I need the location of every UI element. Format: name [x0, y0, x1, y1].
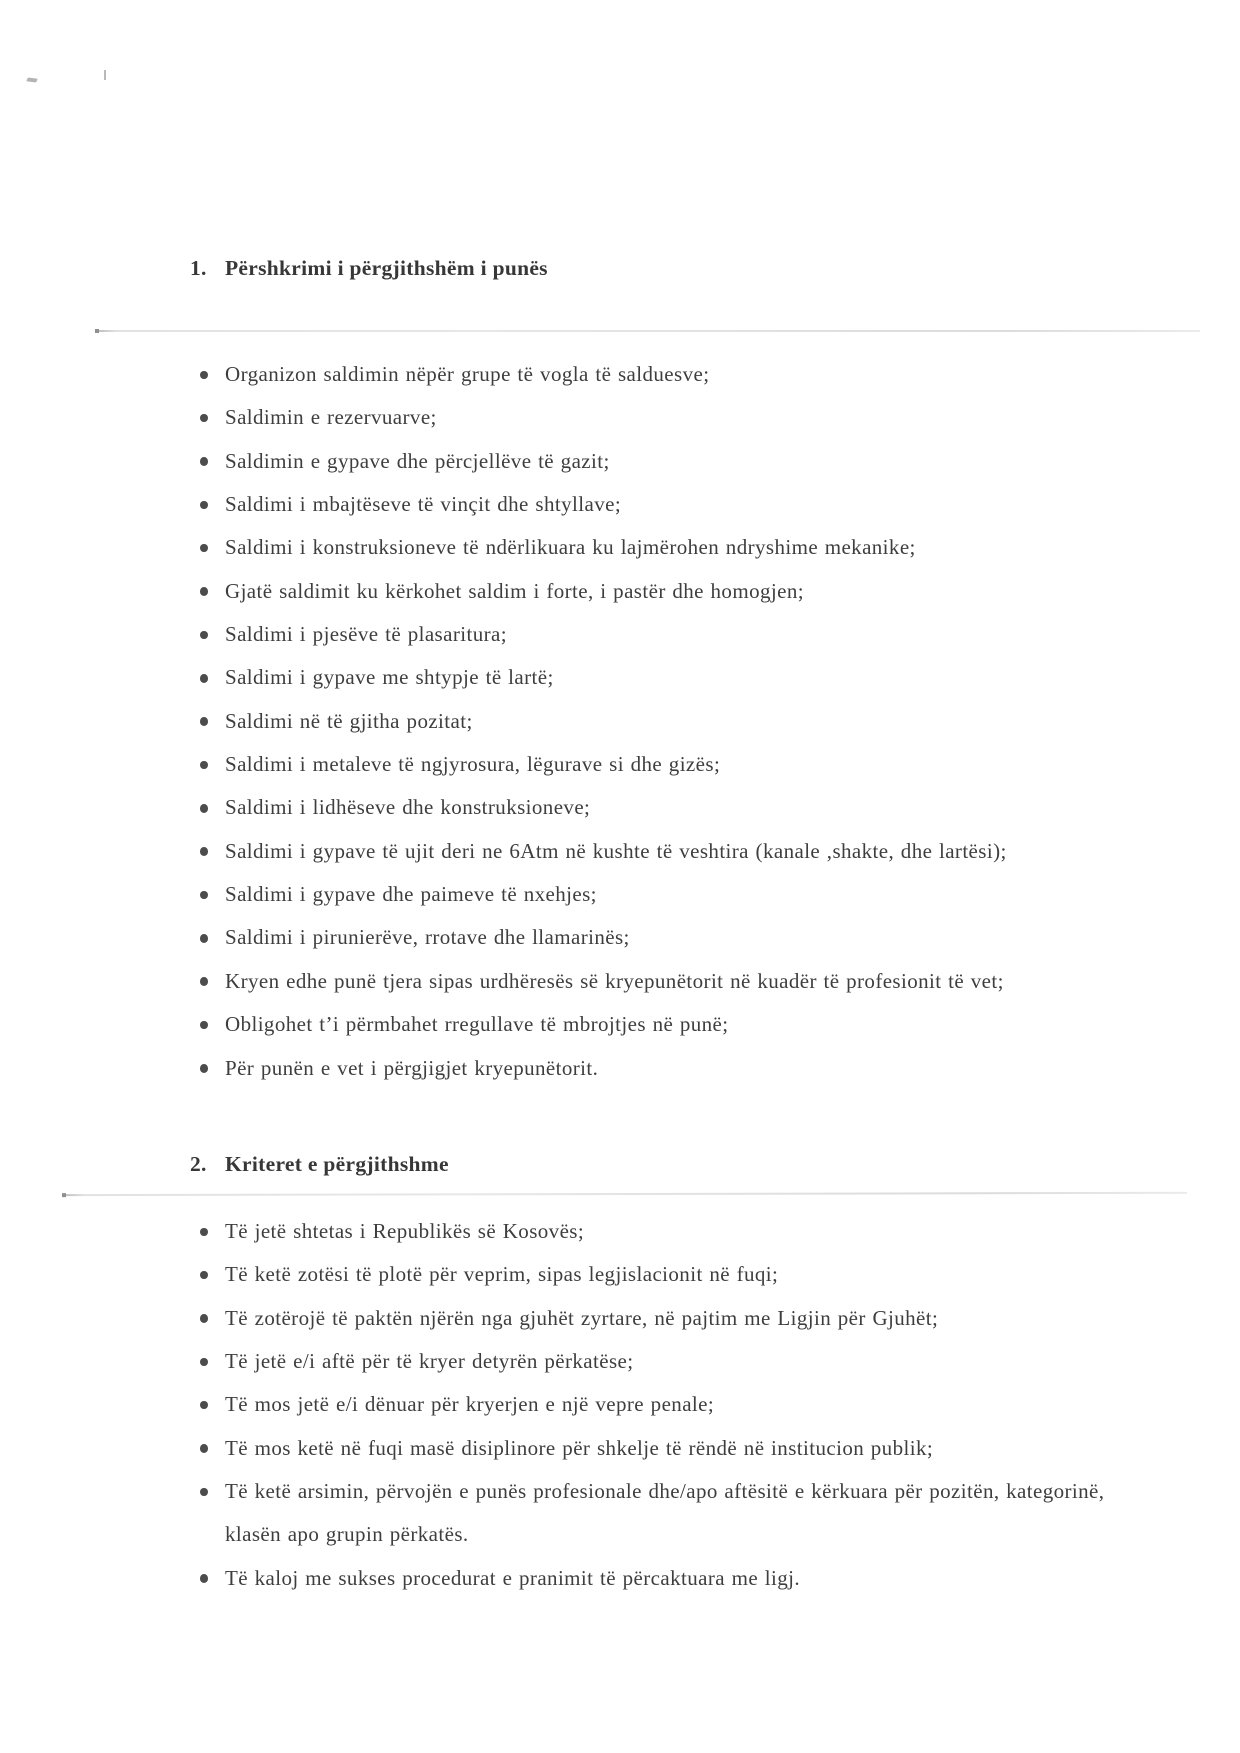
list-item [200, 786, 1190, 829]
list-item-text: Saldimin e rezervuarve; [225, 405, 437, 430]
bullet-icon [200, 457, 208, 466]
list-item-text: Saldimi në të gjitha pozitat; [225, 708, 473, 733]
bullet-icon [200, 587, 208, 596]
list-item-text: Të jetë e/i aftë për të kryer detyrën përkatëse; [225, 1349, 634, 1374]
list-item [200, 873, 1190, 916]
list-item-text: Të ketë arsimin, përvojën e punës profesionale dhe/apo aftësitë e kërkuara për pozitën, kategorinë, klasën apo grupin përkatës. [225, 1479, 1105, 1547]
list-item-text: Organizon saldimin nëpër grupe të vogla të salduesve; [225, 362, 710, 386]
list-item [200, 1340, 1190, 1383]
list-item [200, 1297, 1190, 1340]
list-item [200, 1427, 1190, 1470]
section-number: 2. [190, 1152, 207, 1176]
list-item [200, 830, 1190, 873]
list-item [200, 960, 1190, 1003]
list-item [200, 656, 1190, 699]
bullet-icon [200, 1314, 208, 1323]
list-item-text: Të ketë zotësi të plotë për veprim, sipas legjislacionit në fuqi; [225, 1262, 779, 1287]
bullet-icon [200, 717, 208, 726]
list-item [200, 1210, 1190, 1253]
list-item [200, 1253, 1190, 1296]
bullet-icon [200, 891, 208, 900]
section-title: Përshkrimi i përgjithshëm i punës [225, 256, 548, 280]
list-item [200, 1003, 1190, 1046]
scan-artifact-mark [26, 77, 38, 82]
list-item-text: Saldimi i gypave dhe paimeve të nxehjes; [225, 882, 597, 907]
scan-artifact-tick [104, 70, 106, 80]
list-item [200, 483, 1190, 526]
bullet-icon [200, 631, 208, 640]
list-item [200, 1470, 1190, 1557]
list-item [200, 1047, 1190, 1090]
bullet-icon [200, 371, 208, 380]
list-item [200, 353, 1190, 396]
list-item [200, 700, 1190, 743]
list-item-text: Saldimin e gypave dhe përcjellëve të gazit; [225, 448, 610, 473]
list-item-text: Saldimi i pjesëve të plasaritura; [225, 622, 507, 647]
list-item-text: Gjatë saldimit ku kërkohet saldim i forte, i pastër dhe homogjen; [225, 578, 804, 603]
list-item [200, 1383, 1190, 1426]
section-number: 1. [190, 256, 207, 280]
bullet-icon [200, 1228, 208, 1237]
bullet-icon [200, 414, 208, 423]
bullet-icon [200, 804, 208, 813]
list-item [200, 526, 1190, 569]
list-item-text: Saldimi i konstruksioneve të ndërlikuara ku lajmërohen ndryshime mekanike; [225, 535, 916, 560]
bullet-icon [200, 1021, 208, 1030]
list-item [200, 613, 1190, 656]
list-item-text: Saldimi i gypave me shtypje të lartë; [225, 665, 554, 690]
bullet-list-job-description [200, 353, 1190, 1090]
section-heading-general-criteria [190, 1152, 449, 1177]
bullet-icon [200, 761, 208, 770]
bullet-icon [200, 674, 208, 683]
list-item [200, 570, 1190, 613]
bullet-icon [200, 1574, 208, 1583]
bullet-list-general-criteria [200, 1210, 1190, 1600]
bullet-icon [200, 1444, 208, 1453]
list-item [200, 743, 1190, 786]
list-item-text: Obligohet t’i përmbahet rregullave të mbrojtjes në punë; [225, 1012, 729, 1037]
list-item-text: Për punën e vet i përgjigjet kryepunëtorit. [225, 1055, 599, 1080]
bullet-icon [200, 977, 208, 986]
list-item-text: Saldimi i pirunierëve, rrotave dhe llamarinës; [225, 925, 630, 950]
bullet-icon [200, 1271, 208, 1280]
horizontal-rule [95, 330, 1200, 332]
list-item-text: Të mos ketë në fuqi masë disiplinore për shkelje të rëndë në institucion publik; [225, 1435, 934, 1460]
list-item-text: Saldimi i lidhëseve dhe konstruksioneve; [225, 795, 591, 820]
section-title: Kriteret e përgjithshme [225, 1152, 449, 1176]
horizontal-rule [62, 1192, 1187, 1196]
bullet-icon [200, 934, 208, 943]
bullet-icon [200, 1064, 208, 1073]
section-heading-job-description [190, 256, 548, 281]
list-item [200, 396, 1190, 439]
list-item-text: Të kaloj me sukses procedurat e pranimit të përcaktuara me ligj. [225, 1565, 800, 1590]
list-item-text: Të jetë shtetas i Republikës së Kosovës; [225, 1219, 585, 1243]
list-item-text: Saldimi i metaleve të ngjyrosura, lëgurave si dhe gizës; [225, 752, 721, 777]
bullet-icon [200, 544, 208, 553]
list-item-text: Të mos jetë e/i dënuar për kryerjen e një vepre penale; [225, 1392, 715, 1417]
bullet-icon [200, 1401, 208, 1410]
bullet-icon [200, 1488, 208, 1497]
bullet-icon [200, 847, 208, 856]
list-item-text: Saldimi i gypave të ujit deri ne 6Atm në kushte të veshtira (kanale ,shakte, dhe lartësi); [225, 838, 1007, 863]
bullet-icon [200, 1358, 208, 1367]
list-item [200, 1557, 1190, 1600]
list-item-text: Të zotërojë të paktën njërën nga gjuhët zyrtare, në pajtim me Ligjin për Gjuhët; [225, 1305, 939, 1330]
list-item [200, 440, 1190, 483]
list-item [200, 916, 1190, 959]
list-item-text: Kryen edhe punë tjera sipas urdhëresës së kryepunëtorit në kuadër të profesionit të vet; [225, 968, 1004, 993]
list-item-text: Saldimi i mbajtëseve të vinçit dhe shtyllave; [225, 492, 622, 517]
bullet-icon [200, 501, 208, 510]
